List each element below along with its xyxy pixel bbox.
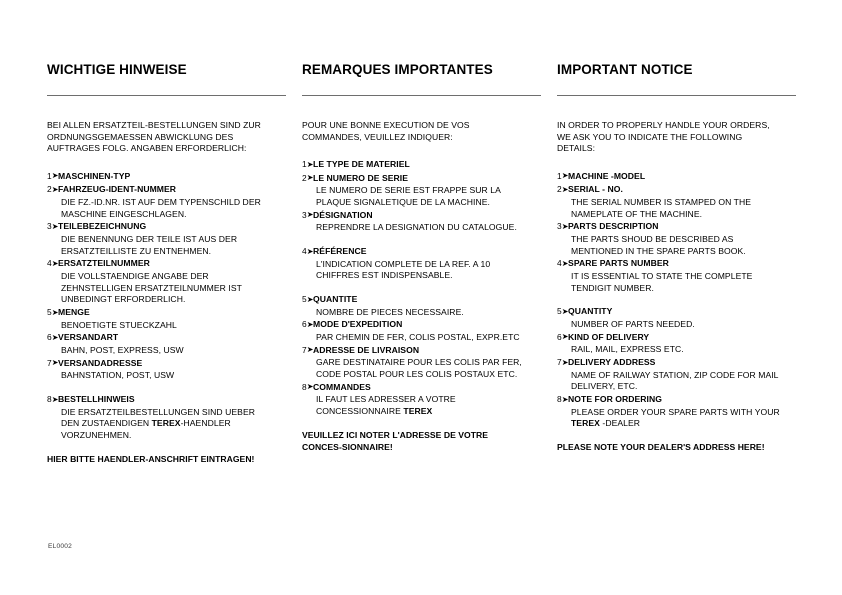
item-description — [47, 197, 286, 220]
bullet-arrow-icon: ➤ — [51, 394, 59, 404]
item-description — [302, 259, 541, 282]
item-description-line: BENOETIGTE STUECKZAHL — [61, 319, 177, 330]
item-heading — [47, 331, 286, 345]
item-title: BESTELLHINWEIS — [58, 393, 135, 404]
item-number: 8 — [47, 393, 52, 404]
item-number: 5 — [302, 294, 307, 305]
item-title: DELIVERY ADDRESS — [568, 356, 656, 367]
intro-paragraph-english — [557, 120, 796, 155]
item-number: 8 — [557, 393, 562, 404]
list-item — [302, 293, 541, 318]
item-description-line: VORZUNEHMEN. — [61, 429, 132, 440]
intro-paragraph-german — [47, 120, 286, 155]
item-title: VERSANDADRESSE — [58, 357, 143, 368]
list-item — [47, 393, 286, 442]
item-heading — [302, 381, 541, 395]
bullet-arrow-icon: ➤ — [306, 173, 314, 183]
item-title: KIND OF DELIVERY — [568, 331, 650, 342]
column-title-english: IMPORTANT NOTICE — [557, 62, 693, 77]
bullet-arrow-icon: ➤ — [51, 333, 59, 343]
item-description — [47, 370, 286, 382]
item-list-german — [47, 170, 286, 442]
bullet-arrow-icon: ➤ — [306, 320, 314, 330]
item-description-line: ZEHNSTELLIGEN ERSATZTEILNUMMER IST — [61, 282, 242, 293]
bullet-arrow-icon: ➤ — [561, 332, 569, 342]
item-description-line: ERSATZTEILLISTE ZU ENTNEHMEN. — [61, 245, 212, 256]
notice-line: VEUILLEZ ICI NOTER L'ADRESSE DE VOTRE — [302, 429, 489, 440]
bullet-arrow-icon: ➤ — [561, 185, 569, 195]
item-description-line: THE SERIAL NUMBER IS STAMPED ON THE — [571, 196, 752, 207]
item-title: LE NUMERO DE SERIE — [313, 172, 408, 183]
dealer-address-notice-english — [557, 441, 796, 453]
item-description-line: TENDIGIT NUMBER. — [571, 282, 654, 293]
column-title-french: REMARQUES IMPORTANTES — [302, 62, 493, 77]
column-english — [557, 62, 796, 78]
item-heading — [557, 170, 796, 184]
item-title: RÉFÉRENCE — [313, 246, 367, 257]
list-item — [47, 170, 286, 184]
item-heading — [47, 306, 286, 320]
item-title: DÉSIGNATION — [313, 209, 373, 220]
item-description-line: PLEASE ORDER YOUR SPARE PARTS WITH YOUR — [571, 406, 780, 417]
item-description — [557, 271, 796, 294]
bullet-arrow-icon: ➤ — [51, 185, 59, 195]
item-description-line: MASCHINE EINGESCHLAGEN. — [61, 208, 187, 219]
item-heading — [302, 293, 541, 307]
list-item — [302, 318, 541, 343]
item-description-line: NAMEPLATE OF THE MACHINE. — [571, 208, 703, 219]
item-description — [302, 332, 541, 344]
item-number: 6 — [302, 319, 307, 330]
bullet-arrow-icon: ➤ — [561, 171, 569, 181]
item-description — [557, 344, 796, 356]
item-description-line: CHIFFRES EST INDISPENSABLE. — [316, 270, 453, 281]
bullet-arrow-icon: ➤ — [561, 222, 569, 232]
item-title: TEILEBEZEICHNUNG — [58, 221, 147, 232]
section-spacer — [557, 294, 796, 305]
item-title: COMMANDES — [313, 381, 371, 392]
item-heading — [47, 183, 286, 197]
item-list-english — [557, 170, 796, 430]
item-number: 4 — [557, 258, 562, 269]
item-description-line: NAME OF RAILWAY STATION, ZIP CODE FOR MAIL — [571, 369, 779, 380]
bullet-arrow-icon: ➤ — [561, 357, 569, 367]
item-heading — [47, 257, 286, 271]
item-heading — [302, 209, 541, 223]
item-title: MASCHINEN-TYP — [58, 170, 131, 181]
list-item — [557, 170, 796, 184]
bullet-arrow-icon: ➤ — [561, 394, 569, 404]
item-description-line: RAIL, MAIL, EXPRESS ETC. — [571, 344, 684, 355]
notice-line: PLEASE NOTE YOUR DEALER'S ADDRESS HERE! — [557, 441, 765, 452]
item-heading — [557, 393, 796, 407]
bullet-arrow-icon: ➤ — [51, 358, 59, 368]
item-heading — [47, 220, 286, 234]
list-item — [302, 209, 541, 234]
bullet-arrow-icon: ➤ — [306, 246, 314, 256]
list-item — [557, 356, 796, 393]
item-description — [302, 357, 541, 380]
item-number: 3 — [557, 221, 562, 232]
item-description — [557, 197, 796, 220]
item-heading — [47, 357, 286, 371]
item-description — [302, 222, 541, 234]
item-number: 3 — [47, 221, 52, 232]
item-number: 3 — [302, 209, 307, 220]
item-description-line: THE PARTS SHOUD BE DESCRIBED AS — [571, 233, 734, 244]
item-description-line: IT IS ESSENTIAL TO STATE THE COMPLETE — [571, 270, 753, 281]
item-description-line: BAHN, POST, EXPRESS, USW — [61, 344, 184, 355]
item-description-line: UNBEDINGT ERFORDERLICH. — [61, 294, 186, 305]
item-description — [302, 307, 541, 319]
item-heading — [47, 170, 286, 184]
section-spacer — [47, 382, 286, 393]
item-title: LE TYPE DE MATERIEL — [313, 159, 410, 170]
list-item — [47, 357, 286, 382]
item-description-line: DIE BENENNUNG DER TEILE IST AUS DER — [61, 233, 238, 244]
intro-line: AUFTRAGES FOLG. ANGABEN ERFORDERLICH: — [47, 143, 247, 154]
intro-line: DETAILS: — [557, 143, 596, 154]
item-description — [557, 319, 796, 331]
list-item — [47, 183, 286, 220]
item-heading — [557, 331, 796, 345]
item-title: PARTS DESCRIPTION — [568, 221, 659, 232]
item-heading — [557, 257, 796, 271]
item-description-line: L'INDICATION COMPLETE DE LA REF. A 10 — [316, 258, 491, 269]
section-spacer — [302, 234, 541, 245]
item-number: 5 — [47, 307, 52, 318]
bullet-arrow-icon: ➤ — [561, 307, 569, 317]
column-body-french — [302, 95, 541, 465]
item-heading — [557, 220, 796, 234]
item-description-line: DIE FZ.-ID.NR. IST AUF DEM TYPENSCHILD DER — [61, 196, 261, 207]
bullet-arrow-icon: ➤ — [51, 171, 59, 181]
item-number: 1 — [47, 170, 52, 181]
list-item — [302, 381, 541, 418]
item-heading — [557, 305, 796, 319]
item-heading — [302, 318, 541, 332]
item-description — [47, 271, 286, 306]
bullet-arrow-icon: ➤ — [51, 259, 59, 269]
item-heading — [302, 158, 541, 172]
column-title-german: WICHTIGE HINWEISE — [47, 62, 187, 77]
column-body-german — [47, 95, 286, 465]
bullet-arrow-icon: ➤ — [51, 307, 59, 317]
item-description-line: CONCESSIONNAIRE TEREX — [316, 405, 433, 416]
intro-line: BEI ALLEN ERSATZTEIL-BESTELLUNGEN SIND ZUR — [47, 120, 261, 130]
item-description-line: PAR CHEMIN DE FER, COLIS POSTAL, EXPR.ETC — [316, 331, 520, 342]
column-body-english — [557, 95, 796, 465]
bullet-arrow-icon: ➤ — [306, 345, 314, 355]
item-description — [47, 320, 286, 332]
item-description-line: GARE DESTINATAIRE POUR LES COLIS PAR FER, — [316, 357, 522, 368]
item-number: 2 — [302, 172, 307, 183]
notice-line: CONCES-SIONNAIRE! — [302, 441, 393, 452]
section-spacer — [302, 282, 541, 293]
item-description — [47, 234, 286, 257]
item-description-line: NOMBRE DE PIECES NECESSAIRE. — [316, 306, 464, 317]
item-description-line: LE NUMERO DE SERIE EST FRAPPE SUR LA — [316, 185, 501, 196]
item-description-line: BAHNSTATION, POST, USW — [61, 370, 175, 381]
document-code: EL0002 — [48, 543, 72, 550]
list-item — [557, 331, 796, 356]
item-description — [557, 407, 796, 430]
item-number: 4 — [302, 246, 307, 257]
item-heading — [302, 344, 541, 358]
intro-line: ORDNUNGSGEMAESSEN ABWICKLUNG DES — [47, 131, 234, 142]
notice-line: HIER BITTE HAENDLER-ANSCHRIFT EINTRAGEN! — [47, 453, 255, 464]
item-title: ERSATZTEILNUMMER — [58, 258, 150, 269]
item-title: VERSANDART — [58, 332, 119, 343]
item-description-line: TEREX -DEALER — [571, 418, 641, 429]
item-number: 7 — [557, 356, 562, 367]
list-item — [302, 245, 541, 282]
item-number: 8 — [302, 381, 307, 392]
item-description — [47, 407, 286, 442]
item-title: NOTE FOR ORDERING — [568, 393, 662, 404]
list-item — [557, 393, 796, 430]
intro-line: WE ASK YOU TO INDICATE THE FOLLOWING — [557, 131, 743, 142]
item-title: QUANTITE — [313, 294, 358, 305]
list-item — [302, 344, 541, 381]
item-description — [302, 185, 541, 208]
intro-line: IN ORDER TO PROPERLY HANDLE YOUR ORDERS, — [557, 120, 770, 130]
item-description-line: DIE ERSATZTEILBESTELLUNGEN SIND UEBER — [61, 406, 256, 417]
bullet-arrow-icon: ➤ — [51, 222, 59, 232]
item-description-line: PLAQUE SIGNALETIQUE DE LA MACHINE. — [316, 197, 490, 208]
intro-line: POUR UNE BONNE EXECUTION DE VOS — [302, 120, 470, 130]
item-list-french — [302, 158, 541, 417]
item-number: 1 — [557, 170, 562, 181]
item-description-line: DELIVERY, ETC. — [571, 381, 638, 392]
item-heading — [302, 245, 541, 259]
dealer-address-notice-german — [47, 453, 286, 465]
item-number: 5 — [557, 306, 562, 317]
item-description — [557, 234, 796, 257]
intro-line: COMMANDES, VEUILLEZ INDIQUER: — [302, 131, 453, 142]
item-number: 7 — [47, 357, 52, 368]
column-french — [302, 62, 541, 78]
column-headers-row — [47, 62, 795, 78]
item-number: 6 — [47, 332, 52, 343]
item-title: SPARE PARTS NUMBER — [568, 258, 669, 269]
list-item — [557, 257, 796, 294]
item-description — [557, 370, 796, 393]
item-title: MACHINE -MODEL — [568, 170, 646, 181]
item-number: 4 — [47, 258, 52, 269]
item-title: ADRESSE DE LIVRAISON — [313, 344, 420, 355]
item-title: SERIAL - NO. — [568, 184, 623, 195]
item-heading — [302, 172, 541, 186]
item-title: QUANTITY — [568, 306, 613, 317]
list-item — [557, 305, 796, 330]
item-title: MENGE — [58, 307, 90, 318]
bullet-arrow-icon: ➤ — [561, 259, 569, 269]
content-columns — [47, 95, 795, 465]
list-item — [47, 220, 286, 257]
item-description-line: MENTIONED IN THE SPARE PARTS BOOK. — [571, 245, 746, 256]
dealer-address-notice-french — [302, 429, 541, 454]
bullet-arrow-icon: ➤ — [306, 159, 314, 169]
item-title: MODE D'EXPEDITION — [313, 319, 403, 330]
bullet-arrow-icon: ➤ — [306, 382, 314, 392]
item-heading — [557, 183, 796, 197]
bullet-arrow-icon: ➤ — [306, 294, 314, 304]
list-item — [557, 220, 796, 257]
item-heading — [47, 393, 286, 407]
list-item — [47, 331, 286, 356]
list-item — [47, 257, 286, 306]
item-number: 6 — [557, 331, 562, 342]
item-description-line: DIE VOLLSTAENDIGE ANGABE DER — [61, 270, 209, 281]
intro-paragraph-french — [302, 120, 541, 143]
list-item — [557, 183, 796, 220]
item-description-line: CODE POSTAL POUR LES COLIS POSTAUX ETC. — [316, 368, 518, 379]
list-item — [47, 306, 286, 331]
bullet-arrow-icon: ➤ — [306, 210, 314, 220]
item-title: FAHRZEUG-IDENT-NUMMER — [58, 184, 177, 195]
column-german — [47, 62, 286, 78]
item-number: 1 — [302, 159, 307, 170]
item-heading — [557, 356, 796, 370]
item-number: 2 — [557, 184, 562, 195]
list-item — [302, 172, 541, 209]
item-description-line: DEN ZUSTAENDIGEN TEREX-HAENDLER — [61, 418, 231, 429]
item-description-line: REPRENDRE LA DESIGNATION DU CATALOGUE. — [316, 222, 517, 233]
list-item — [302, 158, 541, 172]
item-description-line: NUMBER OF PARTS NEEDED. — [571, 318, 695, 329]
item-description — [302, 394, 541, 417]
item-description — [47, 345, 286, 357]
item-description-line: IL FAUT LES ADRESSER A VOTRE — [316, 394, 456, 405]
item-number: 2 — [47, 184, 52, 195]
item-number: 7 — [302, 344, 307, 355]
